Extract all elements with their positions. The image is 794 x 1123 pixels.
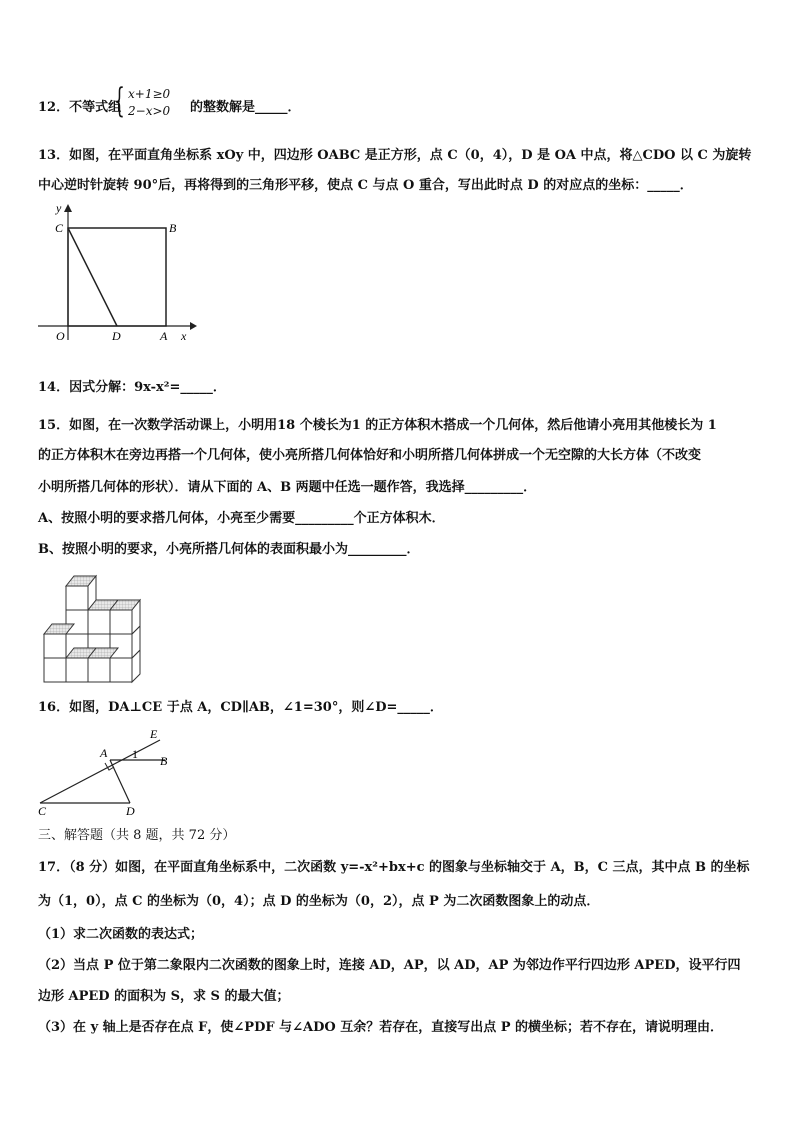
- q17-part2b: 边形 APED 的面积为 S，求 S 的最大值；: [38, 989, 290, 1004]
- cube-face: [88, 610, 110, 634]
- label-angle-1: 1: [132, 747, 138, 761]
- q17-line1: 17．（8 分）如图，在平面直角坐标系中，二次函数 y=-x²+bx+c 的图象与坐标轴交于 A，B，C 三点，其中点 B 的坐标: [38, 860, 750, 875]
- q12-ineq-2: 2−x>0: [128, 104, 171, 118]
- square-oabc: [68, 228, 166, 326]
- label-b: B: [160, 754, 168, 768]
- label-o: O: [56, 329, 65, 343]
- q15-line1: 15．如图，在一次数学活动课上，小明用18 个棱长为1 的正方体积木搭成一个几何体，然后他请小亮用其他棱长为 1: [38, 418, 717, 433]
- cube-face: [66, 658, 88, 682]
- label-d: D: [126, 804, 135, 817]
- label-e: E: [150, 727, 158, 741]
- q13-line1: 13．如图，在平面直角坐标系 xOy 中，四边形 OABC 是正方形，点 C（0，4），D 是 OA 中点，将△CDO 以 C 为旋转: [38, 148, 752, 163]
- cube-face: [88, 658, 110, 682]
- cube-face: [44, 634, 66, 658]
- q15-cube-figure: [38, 568, 148, 688]
- label-a: A: [160, 329, 168, 343]
- label-a: A: [100, 746, 108, 760]
- y-arrow-icon: [64, 204, 72, 212]
- q15-option-b: B、按照小明的要求，小亮所搭几何体的表面积最小为_________．: [38, 542, 420, 557]
- label-c: C: [38, 804, 47, 817]
- q13-line2: 中心逆时针旋转 90°后，再将得到的三角形平移，使点 C 与点 O 重合，写出此时点 D 的对应点的坐标：_____．: [38, 178, 693, 193]
- label-c: C: [55, 221, 64, 235]
- q15-option-a: A、按照小明的要求搭几何体，小亮至少需要_________个正方体积木．: [38, 511, 445, 526]
- brace-icon: {: [114, 81, 125, 121]
- cube-face: [44, 658, 66, 682]
- q15-line3: 小明所搭几何体的形状）．请从下面的 A、B 两题中任选一题作答，我选择_________．: [38, 480, 537, 495]
- q13-figure: [30, 200, 200, 350]
- q17-line2: 为（1，0），点 C 的坐标为（0，4）；点 D 的坐标为（0，2），点 P 为二次函数图象上的动点．: [38, 894, 600, 909]
- cube-face: [110, 658, 132, 682]
- q12-suffix: 的整数解是_____．: [190, 100, 301, 115]
- q15-line2: 的正方体积木在旁边再搭一个几何体，使小亮所搭几何体恰好和小明所搭几何体拼成一个无空隙的大长方体（不改变: [38, 448, 702, 463]
- label-b: B: [169, 221, 177, 235]
- line-ad: [110, 760, 130, 803]
- section-title: 三、解答题（共 8 题，共 72 分）: [38, 828, 236, 843]
- q12-prefix: 12．不等式组: [38, 100, 122, 115]
- q12-ineq-1: x+1≥0: [128, 87, 171, 101]
- cube-face: [66, 586, 88, 610]
- segment-cd: [68, 228, 117, 326]
- label-d: D: [112, 329, 121, 343]
- q17-part2a: （2）当点 P 位于第二象限内二次函数的图象上时，连接 AD，AP，以 AD，AP 为邻边作平行四边形 APED，设平行四: [38, 958, 741, 973]
- cube-face: [110, 610, 132, 634]
- q16-text: 16．如图，DA⊥CE 于点 A，CD∥AB，∠1=30°，则∠D=_____．: [38, 700, 443, 715]
- x-arrow-icon: [190, 322, 197, 330]
- label-x: x: [181, 329, 187, 343]
- q16-figure: [30, 725, 180, 817]
- q17-part1: （1）求二次函数的表达式；: [38, 927, 204, 942]
- q14-text: 14．因式分解：9x-x²=_____．: [38, 380, 226, 395]
- label-y: y: [56, 201, 62, 215]
- q17-part3: （3）在 y 轴上是否存在点 F，使∠PDF 与∠ADO 互余？若存在，直接写出点 P 的横坐标；若不存在，请说明理由．: [38, 1020, 724, 1035]
